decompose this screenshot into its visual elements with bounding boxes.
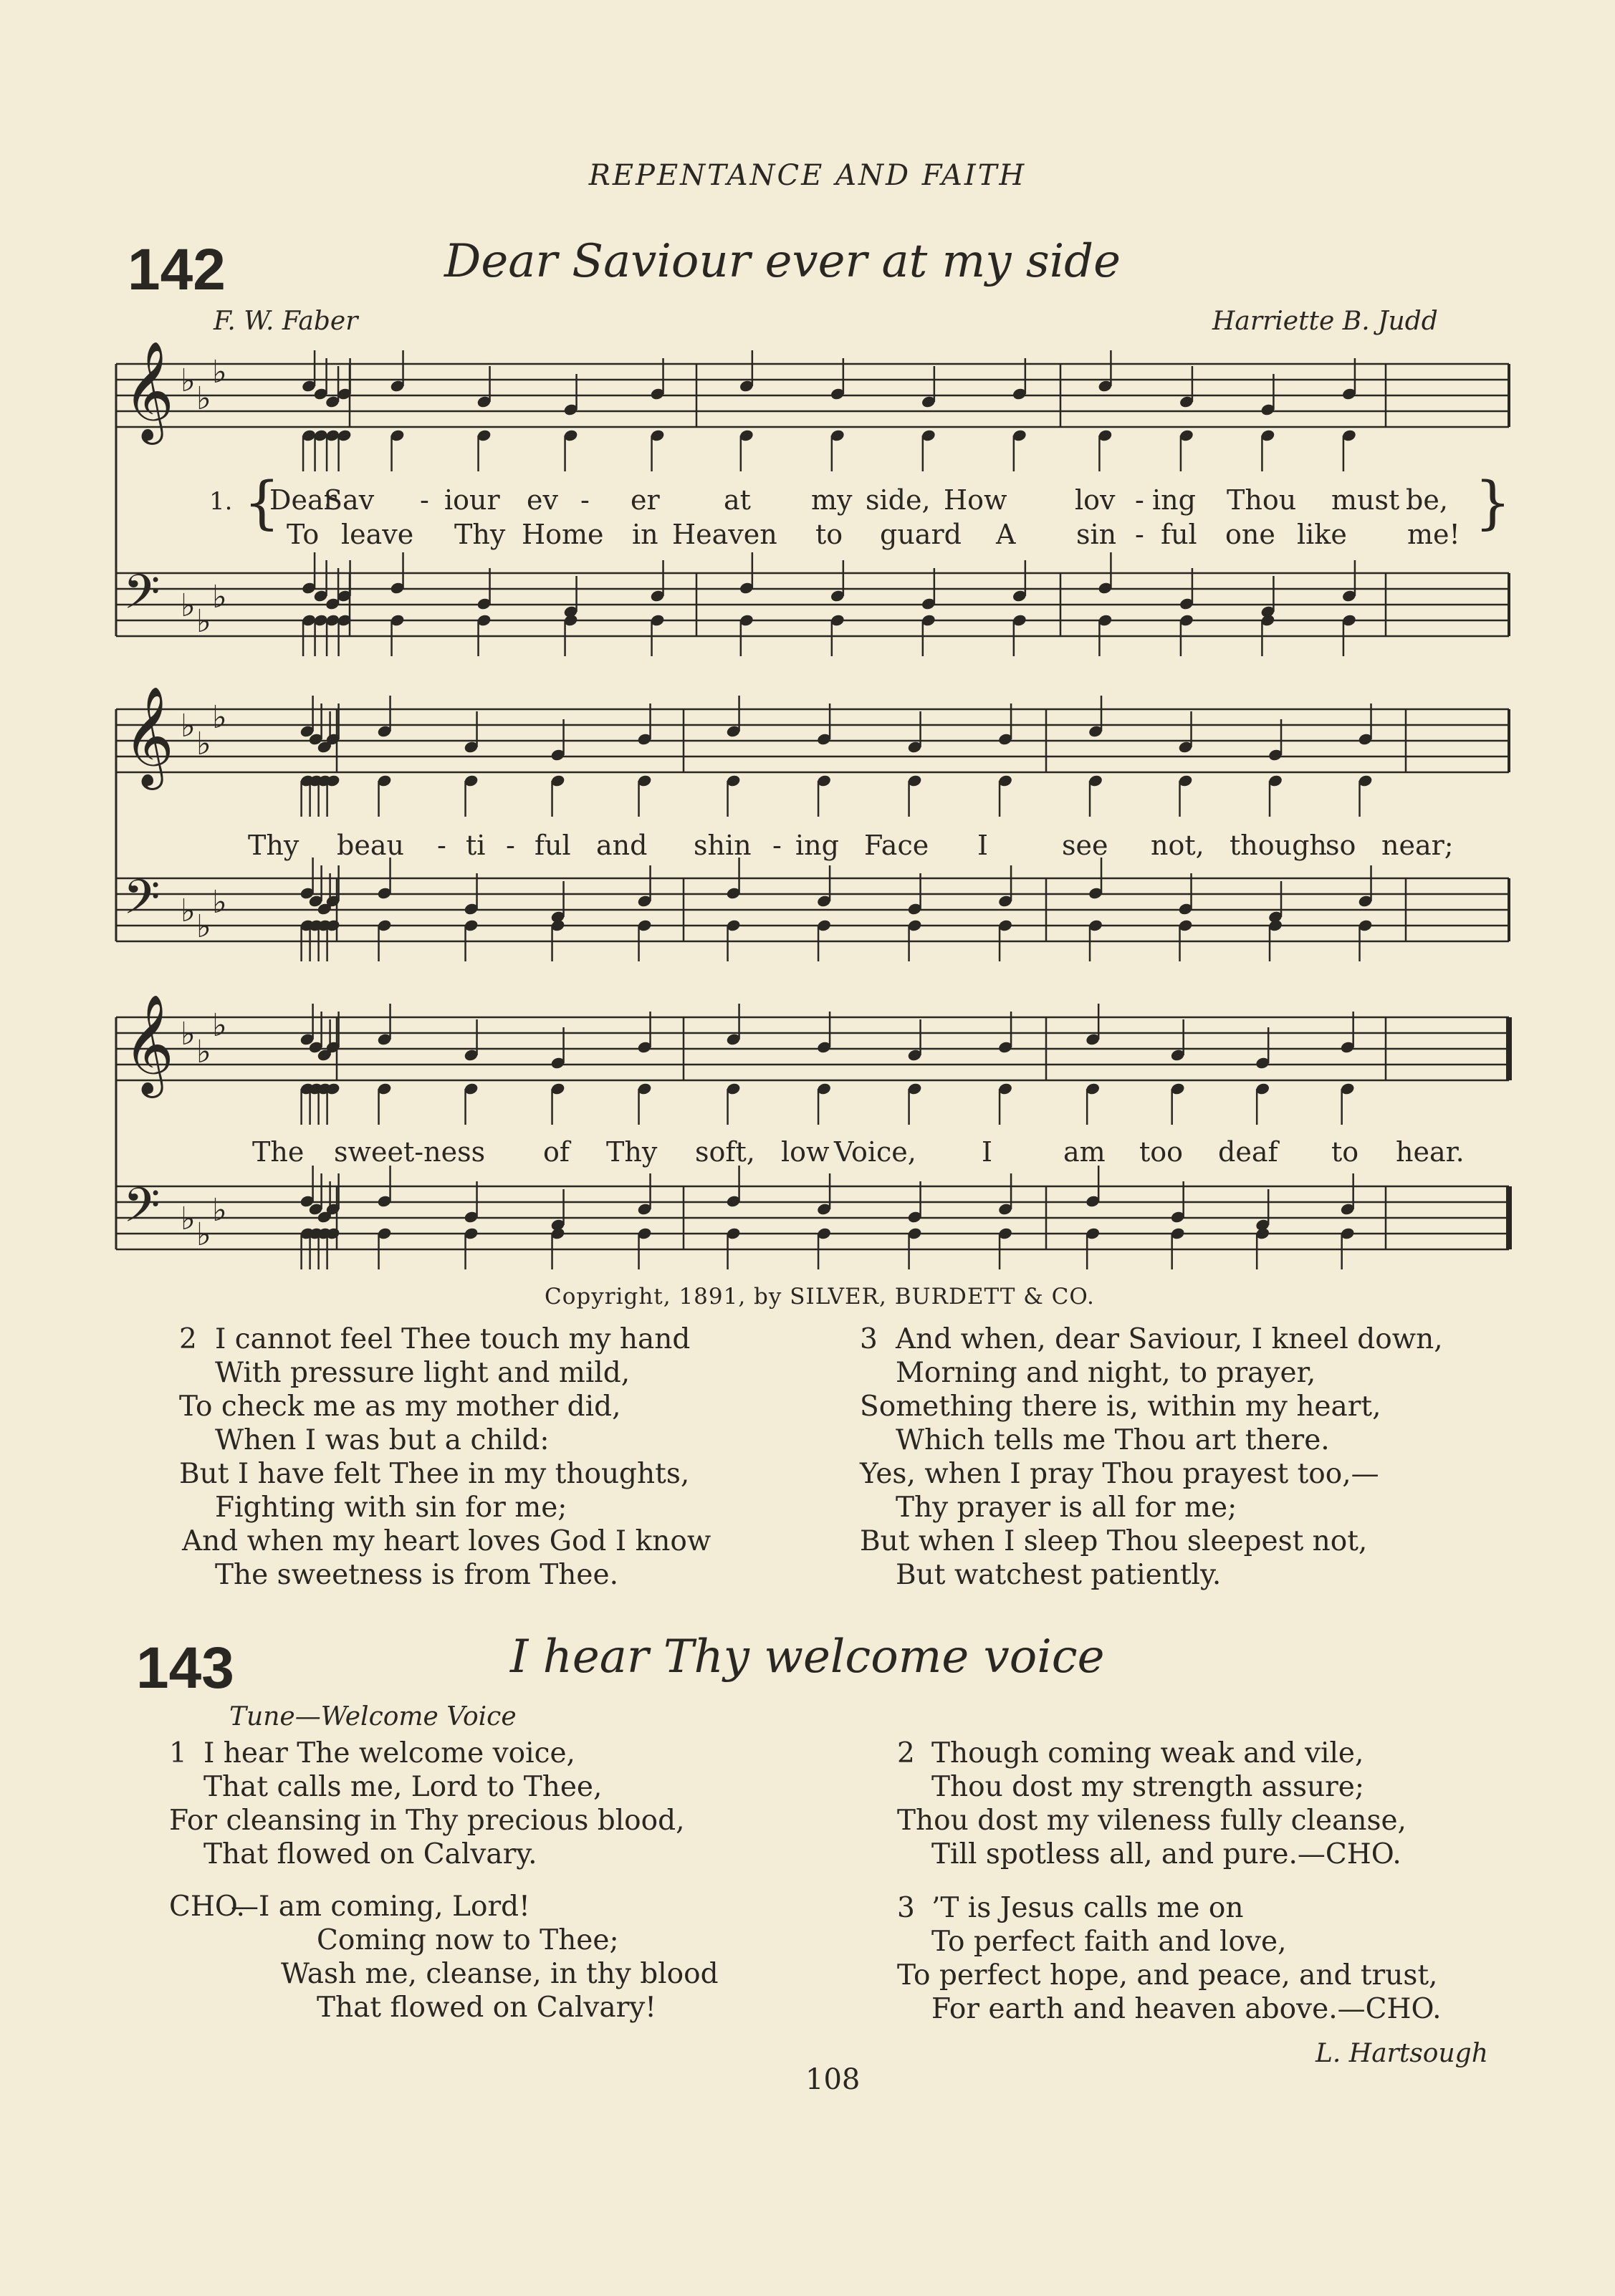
lyric-syllable: low (781, 1136, 830, 1168)
svg-text:♭: ♭ (212, 1007, 227, 1044)
verse-line: I hear The welcome voice, (203, 1737, 575, 1769)
verse-line: With pressure light and mild, (215, 1357, 631, 1389)
verse-number: 2 (179, 1323, 197, 1355)
verse-line: Which tells me Thou art there. (896, 1424, 1330, 1456)
hymn-143-author: L. Hartsough (1316, 2039, 1488, 2068)
svg-text:♭: ♭ (212, 699, 227, 736)
hymn-143-verse-3 (897, 1891, 1542, 2049)
lyric-syllable: I (982, 1136, 993, 1168)
svg-text:♭: ♭ (181, 587, 196, 624)
lyric-syllable: - (580, 484, 590, 516)
svg-text:♭: ♭ (181, 1016, 196, 1052)
verse-line: To perfect hope, and peace, and trust, (897, 1959, 1438, 1992)
hymn-142-composer: Harriette B. Judd (1212, 307, 1438, 336)
lyric-syllable: Thy (606, 1136, 658, 1168)
lyric-syllable: ev (527, 484, 558, 516)
brace-right: } (1475, 469, 1511, 536)
lyric-syllable: be, (1406, 484, 1448, 516)
svg-text:♭: ♭ (196, 1034, 211, 1070)
lyric-syllable: my (811, 484, 853, 516)
lyric-syllable: soft, (695, 1136, 755, 1168)
svg-text:♭: ♭ (212, 884, 227, 921)
verse-marker: 1. (209, 487, 233, 516)
lyric-syllable: too (1139, 1136, 1184, 1168)
hymn-143-number: 143 (136, 1635, 234, 1701)
lyric-syllable: one (1225, 519, 1275, 550)
verse-number: 3 (860, 1323, 878, 1355)
lyric-syllable: side, (866, 484, 931, 516)
verse-line: When I was but a child: (215, 1424, 550, 1456)
lyric-syllable: deaf (1218, 1136, 1278, 1168)
hymn-143-tune: Tune—Welcome Voice (229, 1702, 517, 1731)
lyric-syllable: lov (1075, 484, 1116, 516)
bass-clef-icon: 𝄢 (123, 565, 160, 631)
lyric-syllable: A (996, 519, 1016, 550)
lyric-syllable: me! (1407, 519, 1460, 550)
lyric-syllable: see (1062, 830, 1108, 861)
verse-line: To perfect faith and love, (931, 1926, 1287, 1958)
svg-text:♭: ♭ (181, 893, 196, 929)
lyric-syllable: leave (341, 519, 414, 550)
lyric-syllable: Sav (324, 484, 375, 516)
verse-line: Thou dost my vileness fully cleanse, (897, 1805, 1406, 1837)
verse-line: I cannot feel Thee touch my hand (215, 1323, 691, 1355)
verse-line: Though coming weak and vile, (931, 1737, 1364, 1769)
hymn-142-author: F. W. Faber (214, 307, 358, 336)
verse-line: Wash me, cleanse, in thy blood (281, 1958, 719, 1990)
treble-clef-icon: 𝄞 (123, 341, 174, 441)
verse-line: ’T is Jesus calls me on (931, 1892, 1244, 1924)
verse-line: That flowed on Calvary. (203, 1838, 537, 1870)
lyric-syllable: beau (337, 830, 404, 861)
lyric-syllable: ful (1161, 519, 1197, 550)
lyric-syllable: near; (1381, 830, 1454, 861)
lyric-syllable: ti (466, 830, 486, 861)
lyric-syllable: iour (444, 484, 500, 516)
lyric-syllable: - (772, 830, 782, 861)
lyric-syllable: so (1326, 830, 1356, 861)
lyric-line-4 (0, 1136, 1615, 1172)
lyric-syllable: sweet-ness (334, 1136, 486, 1168)
lyric-syllable: not, (1151, 830, 1204, 861)
lyric-syllable: - (1135, 484, 1144, 516)
lyric-syllable: Thy (454, 519, 506, 550)
lyric-syllable: must (1331, 484, 1400, 516)
verse-line: That flowed on Calvary! (317, 1992, 656, 2024)
lyric-syllable: Heaven (672, 519, 777, 550)
verse-line: Coming now to Thee; (317, 1924, 619, 1956)
lyric-syllable: and (596, 830, 648, 861)
lyric-syllable: sin (1076, 519, 1117, 550)
verse-line: —I am coming, Lord! (231, 1891, 530, 1923)
verse-line: But when I sleep Thou sleepest not, (860, 1525, 1368, 1557)
svg-text:♭: ♭ (181, 708, 196, 744)
lyric-syllable: am (1063, 1136, 1106, 1168)
lyric-syllable: - (506, 830, 515, 861)
lyric-syllable: though (1230, 830, 1327, 861)
svg-text:♭: ♭ (181, 362, 196, 399)
page-number: 108 (805, 2063, 861, 2096)
lyric-syllable: Voice, (834, 1136, 916, 1168)
hymn-143-title: I hear Thy welcome voice (510, 1630, 1105, 1683)
svg-text:♭: ♭ (196, 380, 211, 417)
lyric-syllable: How (944, 484, 1007, 516)
hymn-142-number: 142 (128, 237, 226, 302)
lyric-syllable: ing (795, 830, 839, 861)
lyric-syllable: guard (880, 519, 962, 550)
lyric-syllable: The (252, 1136, 305, 1168)
hymn-143-chorus (169, 1890, 814, 2047)
svg-text:♭: ♭ (212, 1192, 227, 1229)
lyric-syllable: To (287, 519, 320, 550)
running-head: REPENTANCE AND FAITH (588, 159, 1027, 192)
lyric-syllable: ing (1152, 484, 1196, 516)
verse-line: Yes, when I pray Thou prayest too,— (860, 1458, 1379, 1490)
lyric-syllable: in (632, 519, 658, 550)
verse-line: To check me as my mother did, (179, 1390, 621, 1423)
hymn-142-title: Dear Saviour ever at my side (444, 235, 1121, 288)
treble-clef-icon: 𝄞 (123, 994, 174, 1094)
svg-text:♭: ♭ (196, 1216, 211, 1253)
lyric-syllable: of (543, 1136, 570, 1168)
chorus-label: CHO. (169, 1891, 245, 1923)
treble-clef-icon: 𝄞 (123, 686, 174, 786)
lyric-syllable: er (631, 484, 660, 516)
verse-number: 2 (897, 1737, 915, 1769)
verse-line: The sweetness is from Thee. (215, 1559, 618, 1591)
lyric-syllable: at (724, 484, 751, 516)
lyric-syllable: Face (864, 830, 929, 861)
svg-text:♭: ♭ (196, 603, 211, 640)
brace-left: { (244, 469, 280, 536)
verse-line: Thy prayer is all for me; (896, 1492, 1237, 1524)
lyric-syllable: to (815, 519, 843, 550)
hymn-143-verse-2 (897, 1737, 1542, 1894)
lyric-syllable: to (1331, 1136, 1359, 1168)
lyric-syllable: Thy (248, 830, 299, 861)
lyric-syllable: Dear (269, 484, 337, 516)
verse-number: 3 (897, 1892, 915, 1924)
svg-text:♭: ♭ (212, 579, 227, 615)
lyric-syllable: Home (522, 519, 604, 550)
svg-text:♭: ♭ (196, 908, 211, 945)
svg-text:♭: ♭ (196, 726, 211, 762)
lyric-syllable: like (1297, 519, 1347, 550)
bass-clef-icon: 𝄢 (123, 870, 160, 936)
verse-line: But I have felt Thee in my thoughts, (179, 1458, 690, 1490)
bass-clef-icon: 𝄢 (123, 1178, 160, 1244)
lyric-syllable: shin (694, 830, 752, 861)
verse-line: And when my heart loves God I know (182, 1525, 711, 1557)
lyric-syllable: - (1135, 519, 1144, 550)
lyric-syllable: - (437, 830, 446, 861)
lyric-syllable: ful (535, 830, 571, 861)
svg-text:♭: ♭ (181, 1201, 196, 1237)
verse-number: 1 (169, 1737, 187, 1769)
copyright-notice: Copyright, 1891, by SILVER, BURDETT & CO. (545, 1284, 1095, 1310)
verse-line: Fighting with sin for me; (215, 1492, 567, 1524)
verse-line: For earth and heaven above.—CHO. (931, 1993, 1442, 2025)
lyric-syllable: Thou (1227, 484, 1297, 516)
lyric-line-2 (0, 519, 1615, 554)
verse-line: And when, dear Saviour, I kneel down, (896, 1323, 1443, 1355)
verse-line: For cleansing in Thy precious blood, (169, 1805, 685, 1837)
lyric-syllable: hear. (1396, 1136, 1465, 1168)
svg-text:♭: ♭ (212, 354, 227, 390)
lyric-line-3 (0, 830, 1615, 865)
verse-line: Something there is, within my heart, (860, 1390, 1381, 1423)
lyric-line-1 (0, 484, 1615, 520)
lyric-syllable: - (420, 484, 429, 516)
verse-line: That calls me, Lord to Thee, (203, 1771, 603, 1803)
verse-line: Morning and night, to prayer, (896, 1357, 1316, 1389)
verse-line: Thou dost my strength assure; (931, 1771, 1365, 1803)
verse-line: Till spotless all, and pure.—CHO. (931, 1838, 1401, 1870)
verse-line: But watchest patiently. (896, 1559, 1222, 1591)
lyric-syllable: I (977, 830, 989, 861)
